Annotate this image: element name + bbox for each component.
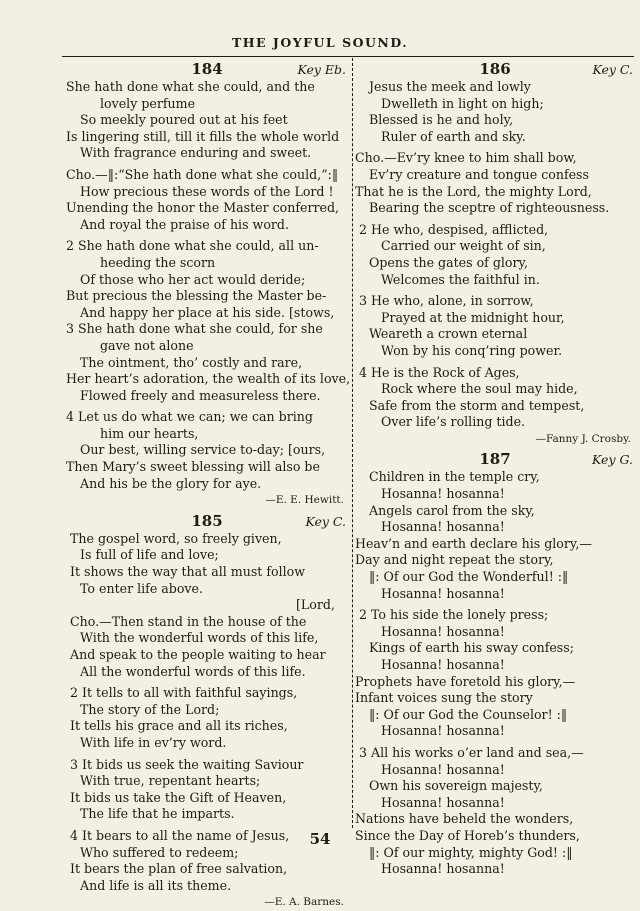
verse-line: Hosanna! hosanna! [381, 486, 505, 502]
verse-line: Then Mary’s sweet blessing will also be [66, 459, 320, 475]
verse-line: With life in ev’ry word. [80, 734, 227, 750]
hymn-number: 185 [191, 511, 223, 530]
verse-line: Ruler of earth and sky. [381, 128, 526, 144]
verse-line: 2 It tells to all with faithful sayings, [70, 685, 298, 701]
verse-line: The ointment, tho’ costly and rare, [80, 354, 303, 370]
verse-line: Day and night repeat the story, [355, 552, 554, 568]
verse-line: With the wonderful words of this life, [80, 630, 319, 646]
hymn-key: Key C. [305, 513, 346, 529]
hymn-heading [355, 60, 635, 79]
verse-line: Flowed freely and measureless there. [80, 387, 321, 403]
verse-line: Of those who her act would deride; [80, 271, 306, 287]
verse-line: 4 It bears to all the name of Jesus, [70, 827, 290, 843]
left-column [66, 60, 351, 911]
verse-line: Blessed is he and holy, [369, 112, 514, 128]
verse-line: ‖: Of our God the Wonderful! :‖ [369, 569, 569, 585]
hymn-187 [355, 450, 635, 877]
verse-line: Angels carol from the sky, [369, 502, 535, 518]
verse-line: Cho.—Then stand in the house of the [70, 613, 307, 629]
hymn-number: 184 [191, 60, 223, 78]
verse-line: Infant voices sung the story [355, 690, 533, 706]
verse-line: Hosanna! hosanna! [381, 519, 505, 535]
verse-line: Hosanna! hosanna! [381, 861, 505, 877]
verse-line: Hosanna! hosanna! [381, 761, 505, 777]
page-number: 54 [309, 830, 331, 848]
hymn-heading [355, 450, 635, 469]
verse-line: Unending the honor the Master conferred, [66, 200, 340, 216]
verse-line: Dwelleth in light on high; [381, 95, 544, 111]
verse-line: 3 It bids us seek the waiting Saviour [70, 756, 304, 772]
verse-line: Opens the gates of glory, [369, 254, 528, 270]
hymn-184 [66, 60, 351, 512]
verse-line: And speak to the people waiting to hear [70, 647, 326, 662]
hymn-attribution: —Fanny J. Crosby. [535, 432, 631, 445]
verse-line: Hosanna! hosanna! [381, 623, 505, 639]
verse-line: Her heart’s adoration, the wealth of its love, [66, 371, 351, 387]
verse-line: Our best, willing service to-day; [ours, [80, 442, 326, 458]
verse-line: Weareth a crown eternal [369, 326, 528, 342]
verse-line: With fragrance enduring and sweet. [80, 145, 312, 161]
verse-line: And his be the glory for aye. [80, 475, 262, 491]
verse-line: ‖: Of our mighty, mighty God! :‖ [369, 844, 573, 860]
verse-line: him our hearts, [100, 425, 199, 441]
verse-line: Nations have beheld the wonders, [355, 811, 574, 827]
hymn-heading [66, 512, 348, 531]
verse-line: Is full of life and love; [80, 547, 219, 563]
verse-line: All the wonderful words of this life. [80, 663, 306, 679]
verse-line: How precious these words of the Lord ! [80, 183, 334, 199]
hymn-key: Key Eb. [297, 62, 346, 77]
verse-line: 4 He is the Rock of Ages, [359, 364, 520, 380]
verse-line: Jesus the meek and lowly [369, 79, 531, 94]
verse-line: The life that he imparts. [80, 806, 235, 822]
verse-line: 3 He who, alone, in sorrow, [359, 293, 534, 309]
verse-line: [Lord, [296, 597, 335, 613]
verse-line: Hosanna! hosanna! [381, 794, 505, 810]
hymn-number: 187 [479, 450, 511, 469]
verse-line: But precious the blessing the Master be- [66, 288, 327, 304]
hymn-heading [66, 60, 348, 79]
verse-line: The gospel word, so freely given, [70, 530, 282, 546]
verse-line: 2 He who, despised, afflicted, [359, 221, 549, 237]
verse-line: And royal the praise of his word. [80, 216, 289, 232]
running-head: THE JOYFUL SOUND. [231, 35, 409, 50]
verse-line: And life is all its theme. [80, 877, 232, 893]
verse-line: Rock where the soul may hide, [381, 381, 578, 397]
verse-line: Who suffered to redeem; [80, 844, 239, 860]
verse-line: Kings of earth his sway confess; [369, 640, 574, 656]
verse-line: Hosanna! hosanna! [381, 657, 505, 672]
verse-line: Prophets have foretold his glory,— [355, 673, 576, 689]
verse-line: Over life’s rolling tide. [381, 414, 526, 430]
verse-line: The story of the Lord; [80, 701, 220, 717]
hymn-key: Key C. [592, 62, 633, 77]
verse-line: heeding the scorn [100, 254, 216, 270]
verse-line: Ev’ry creature and tongue confess [369, 166, 589, 182]
verse-line: 4 Let us do what we can; we can bring [66, 409, 313, 425]
verse-line: That he is the Lord, the mighty Lord, [355, 183, 592, 199]
verse-line: Cho.—‖:“She hath done what she could,”:‖ [66, 166, 339, 182]
verse-line: With true, repentant hearts; [80, 773, 261, 789]
verse-line: It shows the way that all must follow [70, 564, 306, 580]
verse-line: Cho.—Ev’ry knee to him shall bow, [355, 150, 577, 166]
verse-line: 2 She hath done what she could, all un- [66, 238, 319, 254]
hymn-186 [355, 60, 635, 450]
verse-line: Since the Day of Horeb’s thunders, [355, 827, 580, 843]
verse-line: It bids us take the Gift of Heaven, [70, 789, 287, 805]
hymn-attribution: —E. E. Hewitt. [265, 494, 344, 507]
verse-line: gave not alone [100, 337, 194, 353]
verse-line: ‖: Of our God the Counselor! :‖ [369, 706, 568, 722]
verse-line: Children in the temple cry, [369, 469, 540, 485]
verse-line: It tells his grace and all its riches, [70, 718, 288, 734]
verse-line: Carried our weight of sin, [381, 238, 546, 254]
verse-line: Bearing the sceptre of righteousness. [369, 200, 610, 216]
verse-line: Hosanna! hosanna! [381, 723, 505, 739]
verse-line: Is lingering still, till it fills the whole world [66, 128, 340, 144]
verse-line: Welcomes the faithful in. [381, 271, 540, 287]
verse-line: 3 All his works o’er land and sea,— [359, 744, 584, 760]
hymn-185 [66, 512, 348, 911]
verse-line: And happy her place at his side. [stows, [80, 304, 335, 320]
verse-line: Hosanna! hosanna! [381, 585, 505, 601]
verse-line: Safe from the storm and tempest, [369, 397, 585, 413]
verse-line: lovely perfume [100, 95, 196, 111]
verse-line: 2 To his side the lonely press; [359, 607, 549, 623]
hymn-key: Key G. [592, 452, 633, 468]
verse-line: Heav’n and earth declare his glory,— [355, 535, 592, 551]
hymn-attribution: —E. A. Barnes. [264, 896, 344, 909]
right-column [355, 60, 635, 878]
verse-line: Own his sovereign majesty, [369, 778, 543, 794]
verse-line: She hath done what she could, and the [66, 79, 315, 94]
verse-line: So meekly poured out at his feet [80, 112, 288, 128]
verse-line: To enter life above. [80, 580, 204, 596]
verse-line: It bears the plan of free salvation, [70, 861, 288, 877]
verse-line: Won by his conq’ring power. [381, 342, 563, 358]
header-rule [62, 56, 634, 57]
verse-line: 3 She hath done what she could, for she [66, 321, 323, 337]
column-divider [352, 58, 353, 828]
hymn-number: 186 [479, 60, 511, 78]
verse-line: Prayed at the midnight hour, [381, 309, 565, 325]
